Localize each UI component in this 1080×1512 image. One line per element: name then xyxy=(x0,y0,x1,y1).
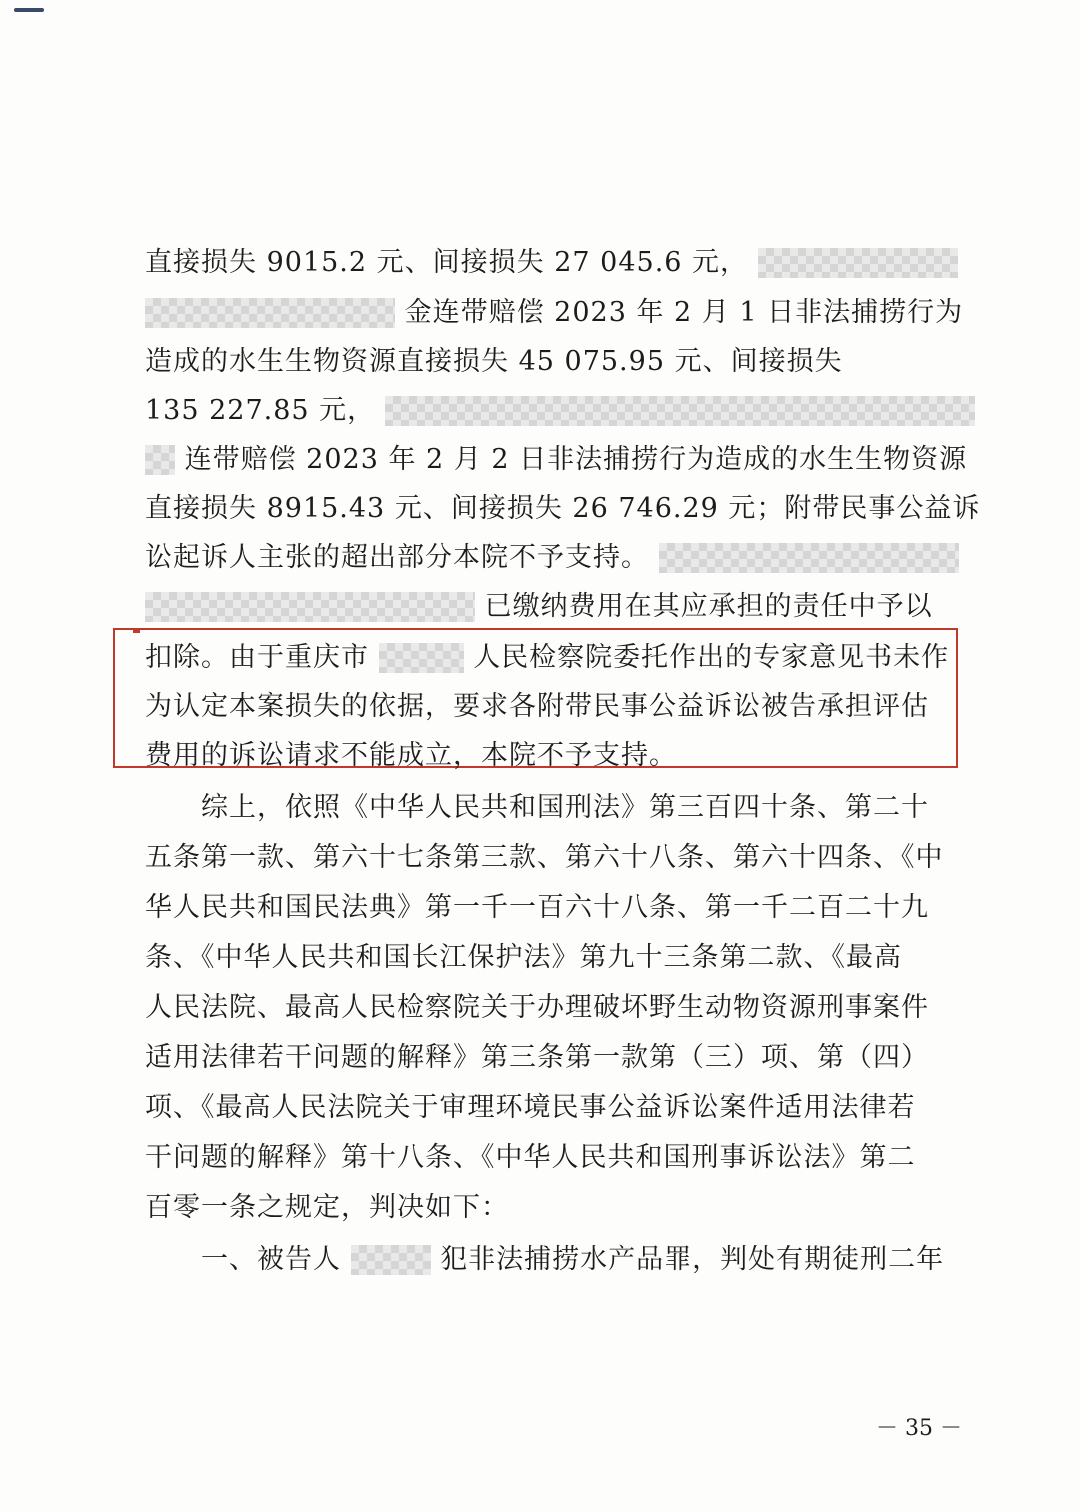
text-line-10 xyxy=(145,687,945,727)
line-text: 人民法院、最高人民检察院关于办理破坏野生动物资源刑事案件 xyxy=(145,992,929,1023)
redaction-block xyxy=(758,248,958,278)
text-line-2 xyxy=(145,293,964,333)
redaction-block xyxy=(145,445,175,475)
line-text: 五条第一款、第六十七条第三款、第六十八条、第六十四条、《中 xyxy=(145,842,944,873)
redaction-block xyxy=(379,643,464,673)
line-text: 造成的水生生物资源直接损失 45 075.95 元、间接损失 xyxy=(145,346,843,377)
text-line-7 xyxy=(145,538,945,578)
redaction-block xyxy=(351,1245,431,1275)
line-text: 135 227.85 元， xyxy=(145,395,376,426)
text-line-15 xyxy=(145,938,945,978)
text-line-9 xyxy=(145,638,950,678)
text-line-6 xyxy=(145,489,981,529)
line-text: 直接损失 9015.2 元、间接损失 27 045.6 元， xyxy=(145,247,749,278)
text-line-5 xyxy=(145,440,968,480)
text-line-8 xyxy=(145,587,945,627)
text-line-13 xyxy=(145,838,945,878)
highlight-tick xyxy=(133,630,140,633)
text-line-4 xyxy=(145,391,945,431)
redaction-block xyxy=(659,543,959,573)
redaction-block xyxy=(145,298,395,328)
line-text: 综上，依照《中华人民共和国刑法》第三百四十条、第二十 xyxy=(145,792,929,823)
line-text: 一、被告人 xyxy=(145,1244,341,1275)
line-text: 华人民共和国民法典》第一千一百六十八条、第一千二百二十九 xyxy=(145,892,929,923)
line-text: 为认定本案损失的依据，要求各附带民事公益诉讼被告承担评估 xyxy=(145,691,929,722)
text-line-11 xyxy=(145,736,945,776)
corner-mark xyxy=(14,8,44,12)
text-line-21 xyxy=(145,1240,945,1280)
line-text: 犯非法捕捞水产品罪，判处有期徒刑二年 xyxy=(440,1244,945,1275)
line-text: 适用法律若干问题的解释》第三条第一款第（三）项、第（四） xyxy=(145,1042,929,1073)
text-line-12 xyxy=(145,788,945,828)
line-text: 百零一条之规定，判决如下： xyxy=(145,1192,509,1223)
page-number: － 35 － xyxy=(876,1416,962,1441)
text-line-1 xyxy=(145,243,945,283)
text-line-18 xyxy=(145,1088,945,1128)
line-text: 金连带赔偿 2023 年 2 月 1 日非法捕捞行为 xyxy=(404,297,964,328)
line-text: 已缴纳费用在其应承担的责任中予以 xyxy=(484,591,933,622)
text-line-17 xyxy=(145,1038,945,1078)
line-text: 费用的诉讼请求不能成立，本院不予支持。 xyxy=(145,740,677,771)
line-text: 人民检察院委托作出的专家意见书未作 xyxy=(473,642,950,673)
text-line-19 xyxy=(145,1138,945,1178)
text-line-14 xyxy=(145,888,945,928)
text-line-3 xyxy=(145,342,945,382)
line-text: 直接损失 8915.43 元、间接损失 26 746.29 元；附带民事公益诉 xyxy=(145,493,981,524)
redaction-block xyxy=(385,396,975,426)
line-text: 扣除。由于重庆市 xyxy=(145,642,369,673)
line-text: 干问题的解释》第十八条、《中华人民共和国刑事诉讼法》第二 xyxy=(145,1142,916,1173)
line-text: 条、《中华人民共和国长江保护法》第九十三条第二款、《最高 xyxy=(145,942,902,973)
line-text: 连带赔偿 2023 年 2 月 2 日非法捕捞行为造成的水生生物资源 xyxy=(184,444,968,475)
redaction-block xyxy=(145,592,475,622)
line-text: 讼起诉人主张的超出部分本院不予支持。 xyxy=(145,542,649,573)
text-line-16 xyxy=(145,988,945,1028)
line-text: 项、《最高人民法院关于审理环境民事公益诉讼案件适用法律若 xyxy=(145,1092,916,1123)
text-line-20 xyxy=(145,1188,945,1228)
